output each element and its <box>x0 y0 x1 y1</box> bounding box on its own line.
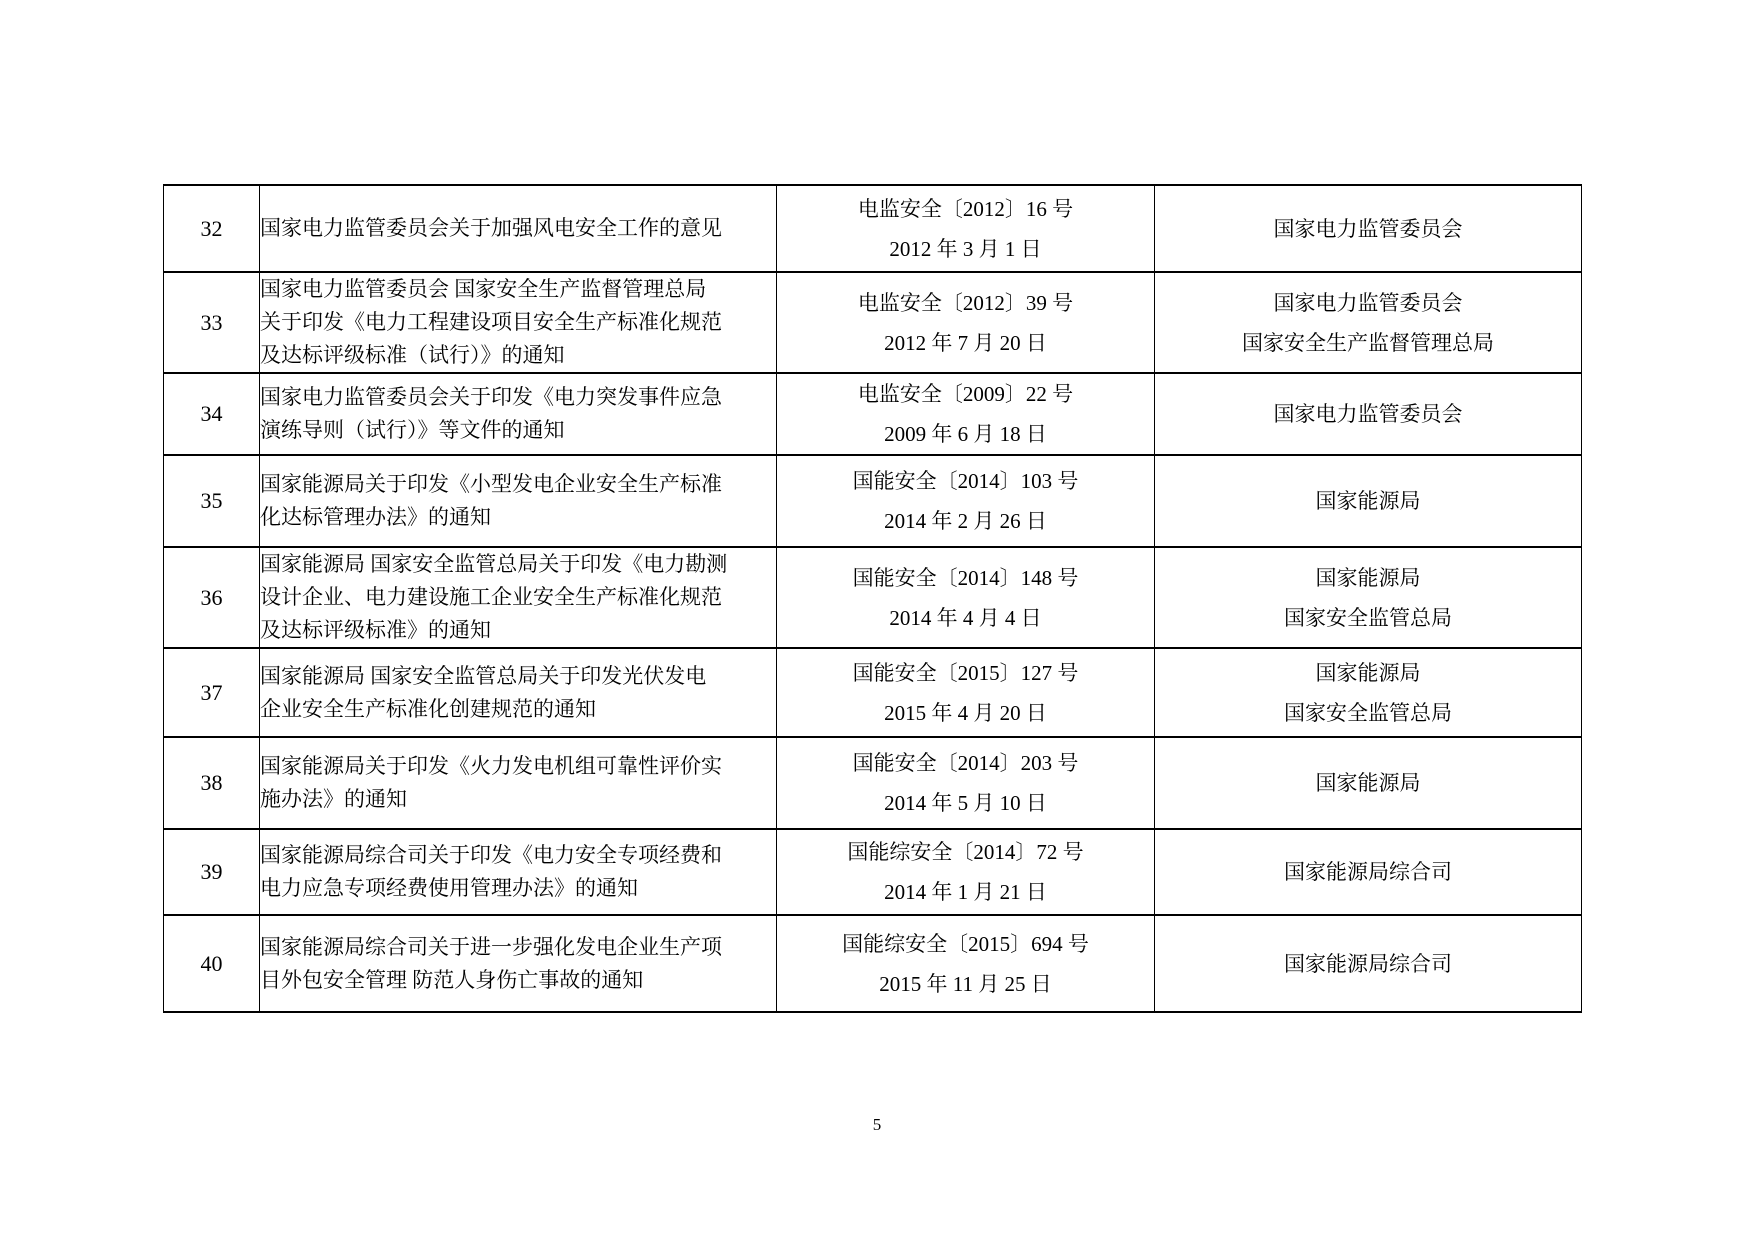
row-number-cell: 38 <box>164 737 260 829</box>
issuing-agency-line: 国家能源局 <box>1315 771 1421 795</box>
document-title-line: 化达标管理办法》的通知 <box>260 505 491 529</box>
row-number-cell: 34 <box>164 373 260 455</box>
document-title-line: 国家能源局关于印发《火力发电机组可靠性评价实 <box>260 754 722 778</box>
document-title-cell <box>260 648 777 737</box>
issuing-agency-line: 国家能源局综合司 <box>1284 951 1452 976</box>
table-row <box>164 373 1582 455</box>
doc-number-cell <box>777 915 1155 1012</box>
issuing-agency-line: 国家能源局 <box>1315 489 1421 513</box>
regulations-table-body <box>164 185 1582 1012</box>
document-title-line: 关于印发《电力工程建设项目安全生产标准化规范 <box>260 310 722 334</box>
doc-number-cell <box>777 829 1155 915</box>
document-title-cell <box>260 829 777 915</box>
issuing-agency-line: 国家能源局 <box>1315 660 1421 685</box>
doc-number-text: 国能安全〔2014〕103 号 <box>852 469 1079 493</box>
doc-number-cell <box>777 547 1155 648</box>
document-title-line: 国家能源局关于印发《小型发电企业安全生产标准 <box>260 472 722 496</box>
row-number-cell: 37 <box>164 648 260 737</box>
doc-date-text: 2012 年 3 月 1 日 <box>889 236 1042 261</box>
document-title-cell <box>260 373 777 455</box>
document-title-line: 企业安全生产标准化创建规范的通知 <box>260 696 596 721</box>
doc-date-text: 2014 年 1 月 21 日 <box>884 880 1047 904</box>
issuing-agency-line: 国家电力监管委员会 <box>1273 216 1463 241</box>
doc-date-text: 2015 年 11 月 25 日 <box>879 971 1052 996</box>
doc-date-text: 2015 年 4 月 20 日 <box>884 700 1047 725</box>
row-number-cell: 36 <box>164 547 260 648</box>
doc-number-cell <box>777 455 1155 547</box>
issuing-agency-cell <box>1155 455 1582 547</box>
doc-number-cell <box>777 185 1155 272</box>
issuing-agency-cell <box>1155 915 1582 1012</box>
doc-number-text: 国能安全〔2015〕127 号 <box>852 660 1079 685</box>
doc-number-text: 国能安全〔2014〕203 号 <box>852 751 1079 775</box>
doc-number-text: 电监安全〔2009〕22 号 <box>857 382 1074 406</box>
document-title-line: 目外包安全管理 防范人身伤亡事故的通知 <box>260 967 644 992</box>
issuing-agency-line: 国家安全监管总局 <box>1284 700 1452 725</box>
row-number-cell: 32 <box>164 185 260 272</box>
issuing-agency-cell <box>1155 547 1582 648</box>
document-title-line: 演练导则（试行）》等文件的通知 <box>260 418 565 442</box>
table-row <box>164 737 1582 829</box>
document-title-cell <box>260 915 777 1012</box>
page-number: 5 <box>872 1115 882 1134</box>
doc-date-text: 2014 年 2 月 26 日 <box>884 509 1047 533</box>
table-row <box>164 915 1582 1012</box>
document-title-cell <box>260 547 777 648</box>
document-title-line: 国家能源局 国家安全监管总局关于印发光伏发电 <box>260 663 707 688</box>
issuing-agency-line: 国家安全生产监督管理总局 <box>1242 330 1494 355</box>
row-number-cell: 39 <box>164 829 260 915</box>
issuing-agency-cell <box>1155 185 1582 272</box>
document-title-line: 施办法》的通知 <box>260 787 407 811</box>
doc-number-text: 国能综安全〔2015〕694 号 <box>842 931 1089 956</box>
doc-number-cell <box>777 737 1155 829</box>
doc-number-text: 国能安全〔2014〕148 号 <box>852 565 1079 590</box>
table-row <box>164 185 1582 272</box>
issuing-agency-cell <box>1155 373 1582 455</box>
doc-date-text: 2012 年 7 月 20 日 <box>884 330 1047 355</box>
document-title-line: 国家电力监管委员会关于加强风电安全工作的意见 <box>260 216 722 240</box>
doc-number-cell <box>777 648 1155 737</box>
doc-number-text: 国能综安全〔2014〕72 号 <box>847 840 1084 864</box>
doc-number-text: 电监安全〔2012〕16 号 <box>857 196 1074 221</box>
issuing-agency-line: 国家能源局综合司 <box>1284 860 1452 884</box>
issuing-agency-cell <box>1155 829 1582 915</box>
doc-number-cell <box>777 272 1155 373</box>
issuing-agency-line: 国家电力监管委员会 <box>1273 290 1463 315</box>
row-number-cell: 33 <box>164 272 260 373</box>
document-title-line: 及达标评级标准》的通知 <box>260 618 491 642</box>
doc-date-text: 2014 年 4 月 4 日 <box>889 605 1042 630</box>
issuing-agency-cell <box>1155 737 1582 829</box>
table-row <box>164 829 1582 915</box>
row-number-cell: 35 <box>164 455 260 547</box>
doc-date-text: 2009 年 6 月 18 日 <box>884 422 1047 446</box>
document-title-line: 电力应急专项经费使用管理办法》的通知 <box>260 876 638 900</box>
table-row <box>164 648 1582 737</box>
document-title-cell <box>260 455 777 547</box>
table-row <box>164 272 1582 373</box>
doc-date-text: 2014 年 5 月 10 日 <box>884 791 1047 815</box>
document-title-cell <box>260 737 777 829</box>
issuing-agency-line: 国家能源局 <box>1315 565 1421 590</box>
regulations-table <box>163 184 1582 1013</box>
document-title-line: 国家电力监管委员会关于印发《电力突发事件应急 <box>260 385 722 409</box>
document-title-line: 设计企业、电力建设施工企业安全生产标准化规范 <box>260 585 722 609</box>
doc-number-text: 电监安全〔2012〕39 号 <box>857 290 1074 315</box>
table-row <box>164 547 1582 648</box>
document-title-line: 国家能源局 国家安全监管总局关于印发《电力勘测 <box>260 552 728 576</box>
document-title-line: 国家能源局综合司关于进一步强化发电企业生产项 <box>260 934 722 959</box>
document-title-line: 国家电力监管委员会 国家安全生产监督管理总局 <box>260 277 707 301</box>
table-row <box>164 455 1582 547</box>
issuing-agency-line: 国家电力监管委员会 <box>1273 402 1463 426</box>
document-title-cell <box>260 272 777 373</box>
document-title-cell <box>260 185 777 272</box>
doc-number-cell <box>777 373 1155 455</box>
row-number-cell: 40 <box>164 915 260 1012</box>
issuing-agency-cell <box>1155 648 1582 737</box>
document-title-line: 及达标评级标准（试行）》的通知 <box>260 343 565 367</box>
issuing-agency-cell <box>1155 272 1582 373</box>
document-title-line: 国家能源局综合司关于印发《电力安全专项经费和 <box>260 843 722 867</box>
issuing-agency-line: 国家安全监管总局 <box>1284 605 1452 630</box>
